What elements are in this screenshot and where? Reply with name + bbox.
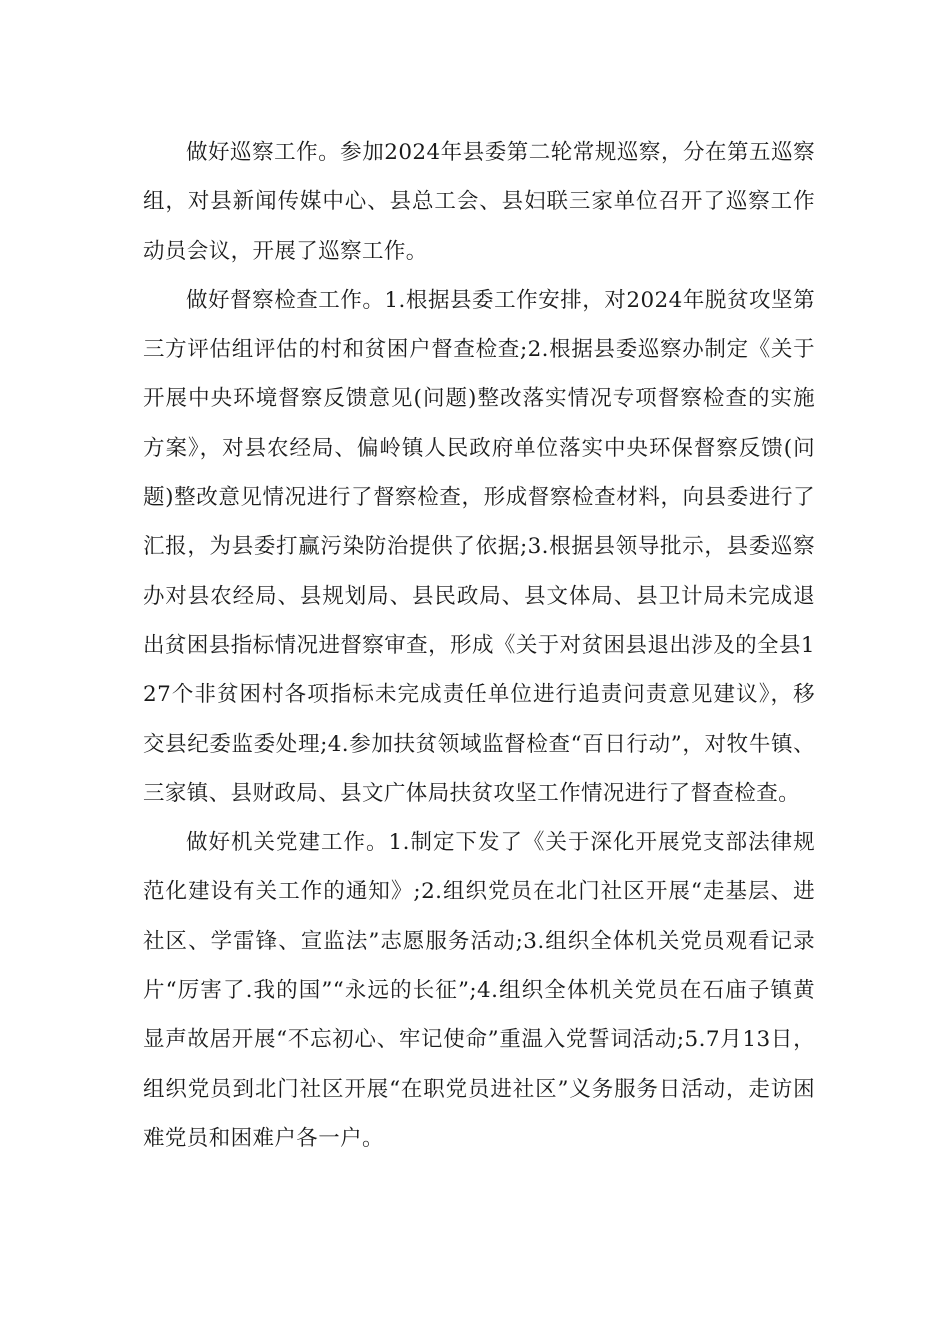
document-body xyxy=(143,128,815,1163)
paragraph-supervision-work: 做好督察检查工作。1.根据县委工作安排，对2024年脱贫攻坚第三方评估组评估的村和贫困户督查检查;2.根据县委巡察办制定《关于开展中央环境督察反馈意见(问题)整改落实情况专项督察检查的实施方案》，对县农经局、偏岭镇人民政府单位落实中央环保督察反馈(问题)整改意见情况进行了督察检查，形成督察检查材料，向县委进行了汇报，为县委打赢污染防治提供了依据;3.根据县领导批示，县委巡察办对县农经局、县规划局、县民政局、县文体局、县卫计局未完成退出贫困县指标情况进督察审查，形成《关于对贫困县退出涉及的全县127个非贫困村各项指标未完成责任单位进行追责问责意见建议》，移交县纪委监委处理;4.参加扶贫领域监督检查“百日行动”，对牧牛镇、三家镇、县财政局、县文广体局扶贫攻坚工作情况进行了督查检查。 xyxy=(143,287,815,806)
paragraph-party-building-work: 做好机关党建工作。1.制定下发了《关于深化开展党支部法律规范化建设有关工作的通知》;2.组织党员在北门社区开展“走基层、进社区、学雷锋、宣监法”志愿服务活动;3.组织全体机关党员观看记录片“厉害了.我的国”“永远的长征”;4.组织全体机关党员在石庙子镇黄显声故居开展“不忘初心、牢记使命”重温入党誓词活动;5.7月13日，组织党员到北门社区开展“在职党员进社区”义务服务日活动，走访困难党员和困难户各一户。 xyxy=(143,830,815,1151)
paragraph-inspection-work: 做好巡察工作。参加2024年县委第二轮常规巡察，分在第五巡察组，对县新闻传媒中心、县总工会、县妇联三家单位召开了巡察工作动员会议，开展了巡察工作。 xyxy=(143,140,815,264)
